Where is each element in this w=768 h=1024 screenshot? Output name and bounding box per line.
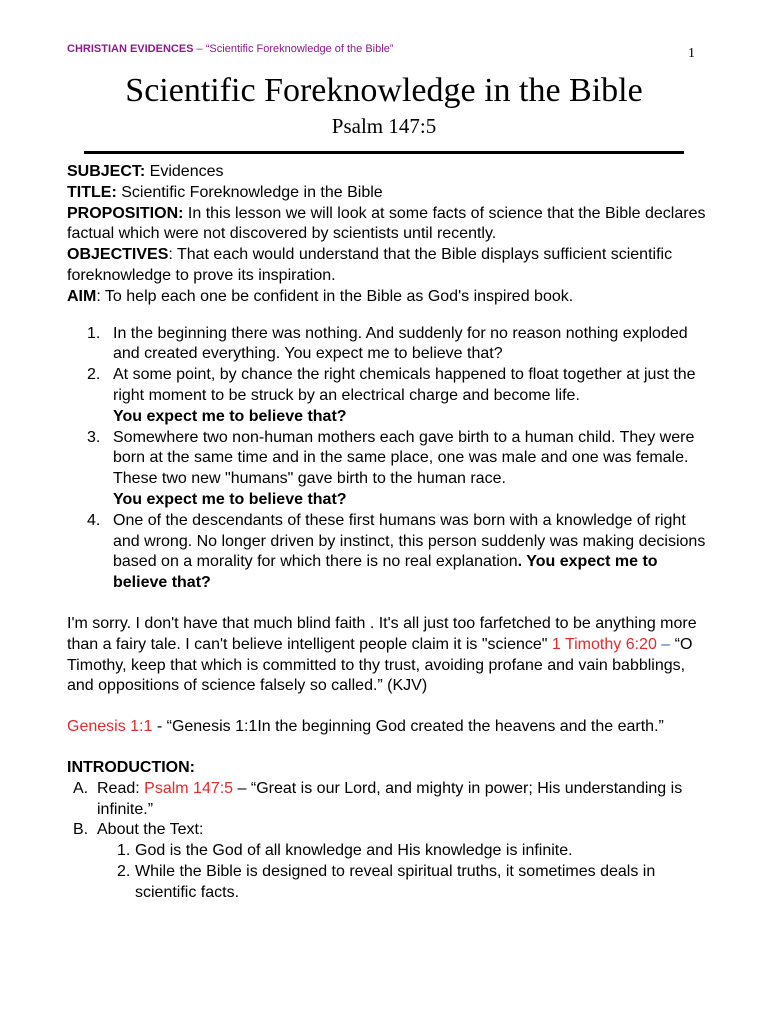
list-text: Somewhere two non-human mothers each gave birth to a human child. They were born at the same time and in the same place, one was male and one was female. These two new "humans" gave birth to the human race.: [113, 428, 695, 488]
list-emphasis: You expect me to believe that?: [113, 490, 347, 508]
objectives-label: OBJECTIVES: [67, 246, 169, 264]
introduction-heading: INTRODUCTION:: [67, 758, 195, 776]
list-item: [67, 428, 707, 511]
outline-marker: B.: [73, 821, 89, 839]
proposition-value: In this lesson we will look at some facts of science that the Bible declares factual which were not discovered by scientists until recently.: [67, 204, 706, 243]
header-topic: “Scientific Foreknowledge of the Bible”: [205, 43, 394, 55]
faith-paragraph: [67, 614, 707, 697]
genesis-quote: - “Genesis 1:1In the beginning God created the heavens and the earth.”: [152, 718, 664, 736]
page-subtitle: Psalm 147:5: [331, 114, 437, 138]
scripture-ref-psalm: Psalm 147:5: [144, 779, 238, 797]
list-item: [97, 862, 707, 904]
list-text: God is the God of all knowledge and His knowledge is infinite.: [135, 842, 573, 860]
spacer: [67, 697, 707, 717]
list-emphasis: You expect me to believe that?: [113, 407, 347, 425]
list-emphasis: . You expect me to believe that?: [113, 553, 658, 592]
subject-value: Evidences: [145, 163, 224, 180]
title-divider: [84, 151, 684, 154]
running-header: [67, 43, 393, 55]
list-text: In the beginning there was nothing. And suddenly for no reason nothing exploded and created everything. You expect me to believe that?: [113, 324, 688, 363]
list-item: [67, 324, 707, 366]
list-text: One of the descendants of these first humans was born with a knowledge of right and wrong. No longer driven by instinct, this person suddenly was making decisions based on a morality for which there is no real explanation: [113, 511, 706, 571]
list-item: [67, 511, 707, 594]
aim-line: [67, 287, 707, 308]
introduction-outline: [67, 779, 707, 904]
page-title: Scientific Foreknowledge in the Bible: [125, 72, 643, 109]
page-number: 1: [688, 46, 695, 61]
outline-marker: A.: [73, 779, 89, 797]
spacer: [67, 594, 707, 614]
outline-label: About the Text:: [97, 821, 204, 839]
argument-list: [67, 324, 707, 594]
scripture-ref-timothy: 1 Timothy 6:20: [551, 635, 657, 653]
objectives-line: [67, 245, 707, 287]
aim-label: AIM: [67, 287, 97, 305]
title-label: TITLE:: [67, 183, 117, 201]
list-text: While the Bible is designed to reveal spiritual truths, it sometimes deals in scientific facts.: [135, 862, 656, 901]
faith-text: I'm sorry. I don't have that much blind faith . It's all just too farfetched to be anything more than a fairy tale. I can't believe intelligent people claim it is "science": [67, 614, 697, 653]
faith-quote: “O Timothy, keep that which is committed to thy trust, avoiding profane and vain babblings, and oppositions of science falsely so called.” (KJV): [67, 635, 693, 695]
ref-dash: –: [656, 635, 675, 653]
outline-item-a: [67, 779, 707, 821]
list-number: 2.: [87, 366, 101, 384]
proposition-label: PROPOSITION:: [67, 204, 184, 222]
list-number: 2.: [117, 862, 131, 880]
list-number: 3.: [87, 428, 101, 446]
outline-item-b: [67, 820, 707, 903]
header-series: CHRISTIAN EVIDENCES: [67, 43, 194, 55]
list-item: [67, 365, 707, 427]
subject-line: [67, 162, 707, 183]
title-value: Scientific Foreknowledge in the Bible: [116, 183, 383, 201]
title-line: [67, 183, 707, 204]
document-body: [67, 162, 707, 904]
list-number: 1.: [87, 324, 101, 342]
genesis-paragraph: [67, 717, 707, 738]
list-text: At some point, by chance the right chemicals happened to float together at just the right moment to be struck by an electrical charge and become life.: [113, 366, 696, 404]
aim-value: : To help each one be confident in the Bible as God's inspired book.: [96, 287, 574, 305]
objectives-value: : That each would understand that the Bible displays sufficient scientific foreknowledge to prove its inspiration.: [67, 246, 673, 284]
psalm-quote: – “Great is our Lord, and mighty in power; His understanding is infinite.”: [97, 779, 683, 818]
list-number: 1.: [117, 842, 131, 860]
list-item: [97, 841, 707, 862]
list-number: 4.: [87, 511, 101, 529]
proposition-line: [67, 204, 707, 246]
subject-label: SUBJECT:: [67, 163, 146, 180]
scripture-ref-genesis: Genesis 1:1: [67, 718, 153, 736]
header-dash: –: [193, 43, 206, 55]
outline-label: Read:: [97, 779, 145, 797]
spacer: [67, 738, 707, 758]
outline-sublist: [97, 841, 707, 903]
